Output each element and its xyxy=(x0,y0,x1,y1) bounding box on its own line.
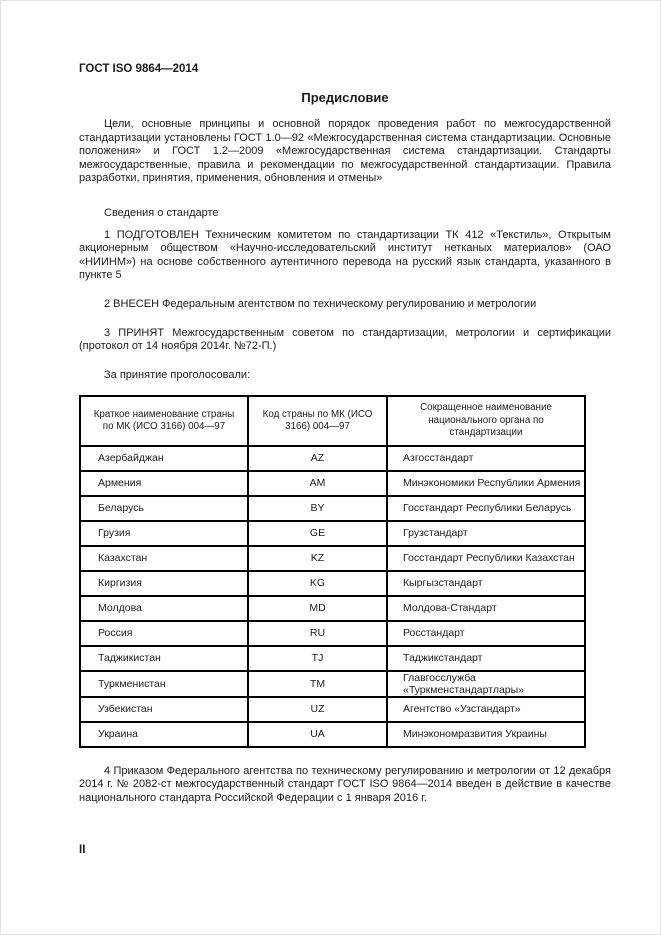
country-name-cell: Таджикистан xyxy=(80,646,248,671)
document-page xyxy=(1,1,661,934)
org-name-cell: Госстандарт Республики Беларусь xyxy=(387,496,585,521)
table-row xyxy=(80,546,585,571)
table-row xyxy=(80,646,585,671)
org-name-cell: Азгосстандарт xyxy=(387,446,585,471)
table-header-org: Сокращенное наименование национального органа по стандартизации xyxy=(387,396,585,446)
vote-table-body xyxy=(80,446,585,747)
org-name-cell: Главгосслужба «Туркменстандартлары» xyxy=(387,671,585,697)
table-row xyxy=(80,671,585,697)
table-row xyxy=(80,521,585,546)
org-name-cell: Госстандарт Республики Казахстан xyxy=(387,546,585,571)
org-name-cell: Минэкономразвития Украины xyxy=(387,722,585,747)
country-name-cell: Азербайджан xyxy=(80,446,248,471)
country-name-cell: Украина xyxy=(80,722,248,747)
standard-item-adopted: 3 ПРИНЯТ Межгосударственным советом по стандартизации, метрологии и сертификации (протокол от 14 ноября 2014г. №72-П.) xyxy=(79,326,611,353)
table-header-code: Код страны по МК (ИСО 3166) 004—97 xyxy=(248,396,387,446)
country-code-cell: TM xyxy=(248,671,387,697)
table-header-row xyxy=(80,396,585,446)
table-header-country: Краткое наименование страны по МК (ИСО 3166) 004—97 xyxy=(80,396,248,446)
country-code-cell: UZ xyxy=(248,697,387,722)
country-name-cell: Казахстан xyxy=(80,546,248,571)
country-name-cell: Узбекистан xyxy=(80,697,248,722)
table-row xyxy=(80,571,585,596)
table-row xyxy=(80,621,585,646)
table-row xyxy=(80,596,585,621)
org-name-cell: Агентство «Узстандарт» xyxy=(387,697,585,722)
org-name-cell: Таджикстандарт xyxy=(387,646,585,671)
org-name-cell: Росстандарт xyxy=(387,621,585,646)
country-name-cell: Россия xyxy=(80,621,248,646)
org-name-cell: Кыргызстандарт xyxy=(387,571,585,596)
country-code-cell: TJ xyxy=(248,646,387,671)
country-name-cell: Грузия xyxy=(80,521,248,546)
country-name-cell: Армения xyxy=(80,471,248,496)
vote-table xyxy=(79,395,586,748)
country-name-cell: Туркменистан xyxy=(80,671,248,697)
country-code-cell: AZ xyxy=(248,446,387,471)
country-code-cell: MD xyxy=(248,596,387,621)
page-title: Предисловие xyxy=(301,90,389,105)
table-row xyxy=(80,496,585,521)
org-name-cell: Минэкономики Республики Армения xyxy=(387,471,585,496)
table-row xyxy=(80,722,585,747)
doc-code: ГОСТ ISO 9864—2014 xyxy=(79,63,199,75)
vote-heading: За принятие проголосовали: xyxy=(104,368,251,381)
country-code-cell: BY xyxy=(248,496,387,521)
standard-item-submitted: 2 ВНЕСЕН Федеральным агентством по техническому регулированию и метрологии xyxy=(104,297,537,310)
country-code-cell: GE xyxy=(248,521,387,546)
table-row xyxy=(80,471,585,496)
country-code-cell: KG xyxy=(248,571,387,596)
table-row xyxy=(80,446,585,471)
org-name-cell: Грузстандарт xyxy=(387,521,585,546)
intro-paragraph: Цели, основные принципы и основной порядок проведения работ по межгосударственной стандартизации установлены ГОСТ 1.0—92 «Межгосударственная система стандартизации. Основные положения» и ГОСТ 1.2—2009 «Межгосударственная система стандартизации. Стандарты межгосударственные, правила и рекомендации по межгосударственной стандартизации. Правила разработки, принятия, применения, обновления и отмены» xyxy=(79,118,611,185)
vote-table-head xyxy=(80,396,585,446)
org-name-cell: Молдова-Стандарт xyxy=(387,596,585,621)
section-heading: Сведения о стандарте xyxy=(104,206,219,219)
closing-paragraph: 4 Приказом Федерального агентства по техническому регулированию и метрологии от 12 декабря 2014 г. № 2082-ст межгосударственный стандарт ГОСТ ISO 9864—2014 введен в действие в качестве национального стандарта Российской Федерации с 1 января 2016 г. xyxy=(79,764,611,804)
country-name-cell: Киргизия xyxy=(80,571,248,596)
table-row xyxy=(80,697,585,722)
country-code-cell: UA xyxy=(248,722,387,747)
standard-item-prepared: 1 ПОДГОТОВЛЕН Техническим комитетом по стандартизации ТК 412 «Текстиль», Открытым акционерным обществом «Научно-исследовательский институт нетканых материалов» (ОАО «НИИНМ») на основе собственного аутентичного перевода на русский язык стандарта, указанного в пункте 5 xyxy=(79,228,611,282)
country-code-cell: RU xyxy=(248,621,387,646)
country-name-cell: Молдова xyxy=(80,596,248,621)
country-code-cell: AM xyxy=(248,471,387,496)
page-number: II xyxy=(79,844,86,856)
country-code-cell: KZ xyxy=(248,546,387,571)
country-name-cell: Беларусь xyxy=(80,496,248,521)
